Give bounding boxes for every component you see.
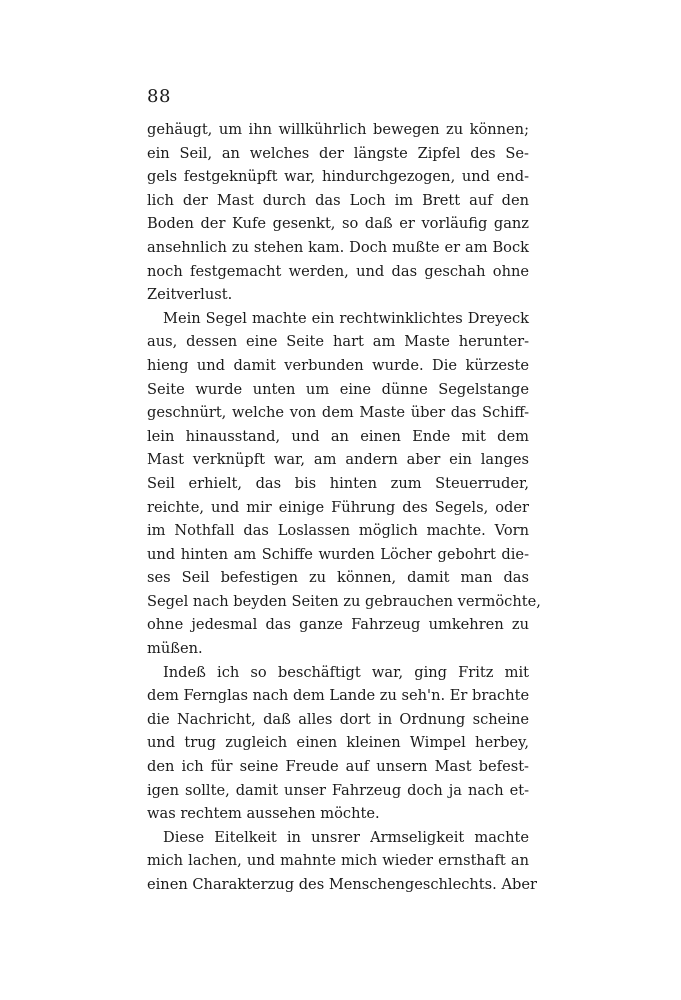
text-line: und trug zugleich einen kleinen Wimpel herbey, xyxy=(147,734,529,752)
text-line: igen sollte, damit unser Fahrzeug doch ja nach et- xyxy=(147,781,529,799)
text-line: lein hinausstand, und an einen Ende mit dem xyxy=(147,427,529,445)
text-line: müßen. xyxy=(147,640,203,658)
text-line: ein Seil, an welches der längste Zipfel des Se- xyxy=(147,144,529,162)
text-line: hieng und damit verbunden wurde. Die kürzeste xyxy=(147,356,529,374)
text-line: Indeß ich so beschäftigt war, ging Fritz mit xyxy=(163,663,529,681)
text-line: Mein Segel machte ein rechtwinklichtes Dreyeck xyxy=(163,309,529,327)
text-line: dem Fernglas nach dem Lande zu seh'n. Er brachte xyxy=(147,687,530,705)
text-line: gels festgeknüpft war, hindurchgezogen, und end- xyxy=(147,168,529,186)
text-line: Diese Eitelkeit in unsrer Armseligkeit machte xyxy=(163,828,529,846)
text-line: Segel nach beyden Seiten zu gebrauchen vermöchte, xyxy=(147,592,541,610)
text-line: Boden der Kufe gesenkt, so daß er vorläufig ganz xyxy=(147,215,529,233)
text-line: Zeitverlust. xyxy=(147,286,233,304)
text-line: aus, dessen eine Seite hart am Maste herunter- xyxy=(147,333,529,351)
text-line: lich der Mast durch das Loch im Brett auf den xyxy=(147,191,529,209)
page-number: 88 xyxy=(147,86,171,107)
text-line: Seil erhielt, das bis hinten zum Steuerruder, xyxy=(147,474,529,492)
text-line: ohne jedesmal das ganze Fahrzeug umkehren zu xyxy=(147,616,529,634)
text-line: gehäugt, um ihn willkührlich bewegen zu können; xyxy=(147,121,529,138)
text-line: im Nothfall das Loslassen möglich machte. Vorn xyxy=(147,522,529,540)
text-line: geschnürt, welche von dem Maste über das Schiff- xyxy=(147,404,529,422)
text-line: was rechtem aussehen möchte. xyxy=(147,805,380,823)
text-line: Mast verknüpft war, am andern aber ein langes xyxy=(147,451,529,469)
text-line: ses Seil befestigen zu können, damit man das xyxy=(147,569,529,587)
text-line: mich lachen, und mahnte mich wieder ernsthaft an xyxy=(147,852,529,870)
text-line: und hinten am Schiffe wurden Löcher gebohrt die- xyxy=(147,545,529,563)
text-line: reichte, und mir einige Führung des Segels, oder xyxy=(147,498,529,516)
text-line: den ich für seine Freude auf unsern Mast befest- xyxy=(147,758,529,776)
text-line: noch festgemacht werden, und das geschah ohne xyxy=(147,262,529,280)
text-line: Seite wurde unten um eine dünne Segelstange xyxy=(147,380,529,398)
text-line: einen Charakterzug des Menschengeschlechts. Aber xyxy=(147,876,537,893)
text-line: ansehnlich zu stehen kam. Doch mußte er am Bock xyxy=(147,238,529,256)
body-text xyxy=(147,118,541,897)
text-line: die Nachricht, daß alles dort in Ordnung scheine xyxy=(147,710,529,728)
